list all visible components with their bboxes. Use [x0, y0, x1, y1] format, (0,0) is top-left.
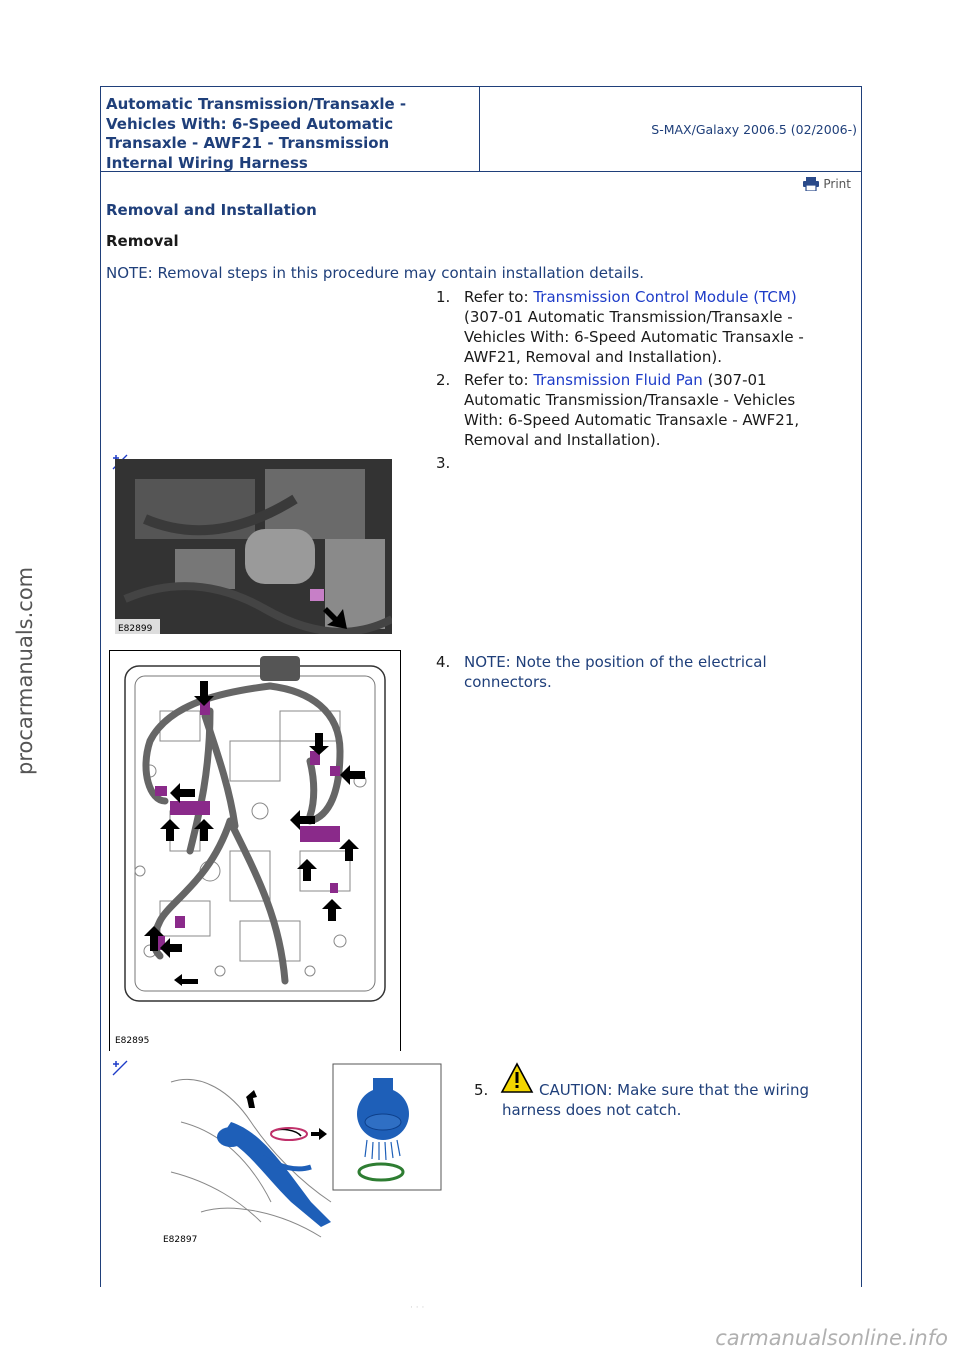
section-title: Removal and Installation: [106, 201, 317, 219]
figure-step-4-diagram: [109, 650, 401, 1051]
header-title-cell: [101, 87, 480, 171]
caution-text-line2: harness does not catch.: [502, 1101, 682, 1119]
page-title: Automatic Transmission/Transaxle - Vehicles With: 6-Speed Automatic Transaxle - AWF21 - Transmission Internal Wiring Harness: [106, 95, 407, 172]
footer-watermark: carmanualsonline.info: [715, 1326, 948, 1350]
vehicle-model: S-MAX/Galaxy 2006.5 (02/2006-): [651, 122, 857, 137]
figure-code: E82897: [163, 1235, 198, 1245]
figure-code: E82899: [118, 624, 153, 634]
page-header: [101, 87, 861, 172]
print-label: Print: [823, 177, 851, 191]
caution-text: CAUTION: Make sure that the wiring: [539, 1081, 809, 1099]
figure-step-3-photo: [115, 459, 392, 634]
header-model-cell: [480, 87, 861, 171]
svg-text:procarmanuals.com: procarmanuals.com: [13, 566, 37, 775]
zoom-icon[interactable]: [111, 1059, 129, 1077]
page-number-faint: · · ·: [410, 1303, 425, 1313]
warning-icon: [500, 1062, 534, 1094]
tcm-link[interactable]: Transmission Control Module (TCM): [533, 288, 797, 306]
removal-note: NOTE: Removal steps in this procedure may contain installation details.: [106, 264, 644, 282]
printer-icon: [803, 177, 819, 191]
watermark-logo: [10, 560, 40, 780]
fluid-pan-link[interactable]: Transmission Fluid Pan: [533, 371, 703, 389]
figure-code: E82895: [115, 1036, 150, 1046]
document-frame: Automatic Transmission/Transaxle - Vehicles With: 6-Speed Automatic Transaxle - AWF21 - Transmission Internal Wiring Harness S-MAX/Galaxy 2006.5 (02/2006-) Print Removal and Installation Removal NOTE: Removal steps in this procedure may contain installation details. 1. Refer to: Transmission Control Module (TCM) (307-01 Automatic Transmission/Transaxle - Vehicles With: 6-Speed Automatic Transaxle - AWF21, Removal and Installation). 2. Refer to: Transmission Fluid Pan (307-01 Automatic Transmission/Transaxle - Vehicles With: 6-Speed Automatic Transaxle - AWF21, Removal and Installation). E82899 3. E82895 4. NOTE: Note the position of the electrical connectors. E82897 5. CAUTION: Make sure that the wiring harness does not catch.: [100, 86, 862, 1287]
figure-step-5-diagram: [161, 1062, 443, 1247]
section-subtitle: Removal: [106, 232, 179, 250]
print-button[interactable]: [803, 177, 851, 191]
